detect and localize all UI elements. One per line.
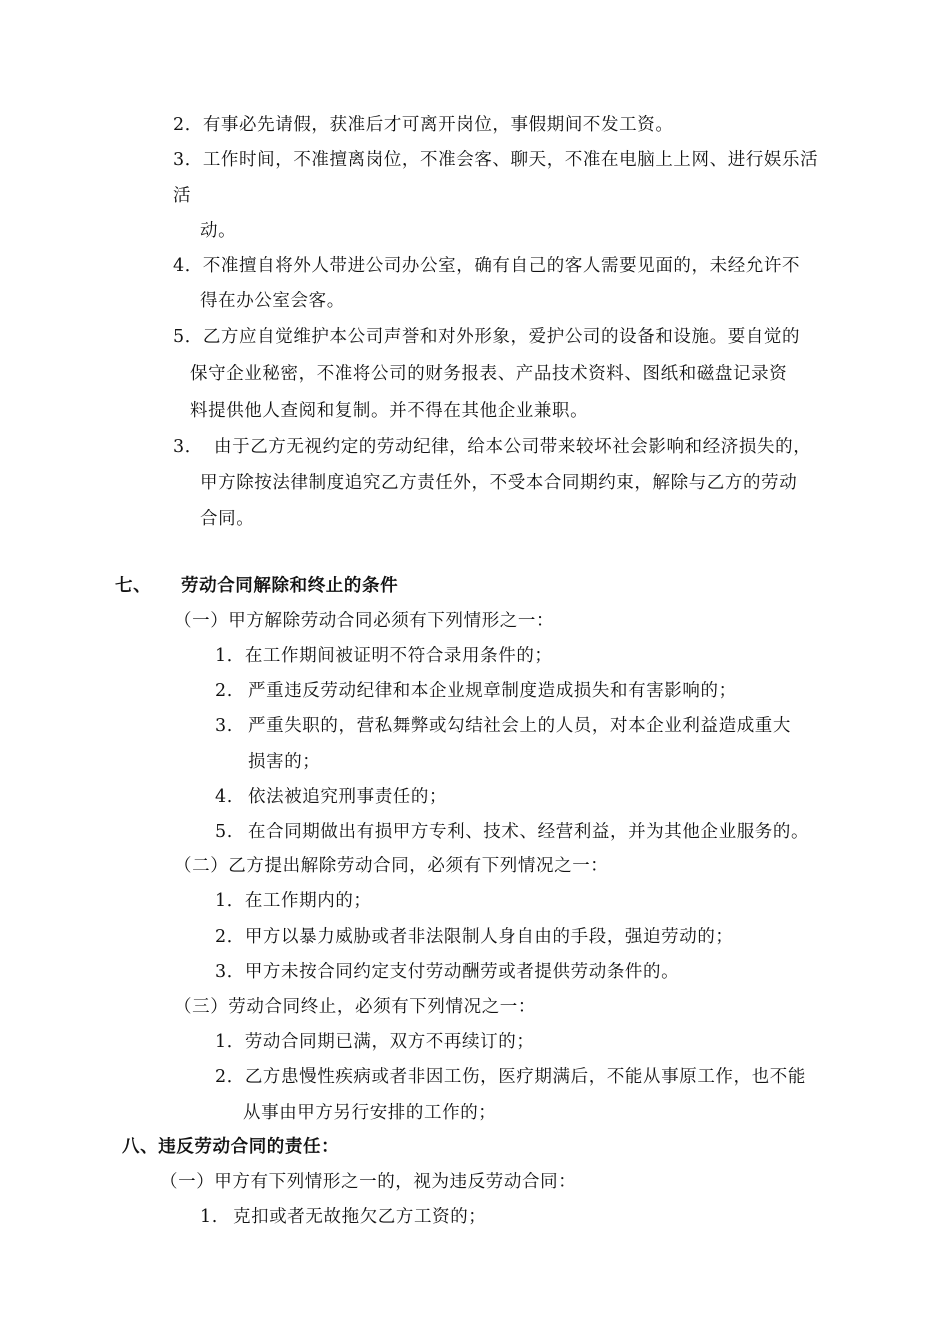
rule-6-line-3: 合同。: [200, 509, 255, 529]
section-7-sub-1-heading: （一）甲方解除劳动合同必须有下列情形之一：: [174, 611, 555, 631]
section-7-sub-1-item-3-number: 3.: [215, 716, 233, 736]
section-8-sub-1-heading: （一）甲方有下列情形之一的，视为违反劳动合同：: [160, 1172, 577, 1192]
section-8-title: 八、违反劳动合同的责任：: [122, 1137, 340, 1157]
section-7-sub-2-item-1: 1．在工作期内的；: [215, 891, 372, 911]
section-7-number: 七、: [115, 576, 152, 596]
section-7-sub-2-item-2: 2．甲方以暴力威胁或者非法限制人身自由的手段，强迫劳动的；: [215, 927, 734, 947]
section-8-sub-1-item-1-number: 1.: [200, 1207, 218, 1227]
rule-4-line-1: 4．不准擅自将外人带进公司办公室，确有自己的客人需要见面的，未经允许不: [173, 256, 801, 276]
section-7-sub-2-heading: （二）乙方提出解除劳动合同，必须有下列情况之一：: [174, 856, 609, 876]
section-7-sub-2-item-3: 3．甲方未按合同约定支付劳动酬劳或者提供劳动条件的。: [215, 962, 680, 982]
rule-6-line-2: 甲方除按法律制度追究乙方责任外，不受本合同期约束，解除与乙方的劳动: [200, 473, 798, 493]
rule-5-line-1: 5．乙方应自觉维护本公司声誉和对外形象，爱护公司的设备和设施。要自觉的: [173, 327, 801, 347]
section-7-sub-1-item-4-number: 4.: [215, 787, 233, 807]
section-7-sub-1-item-5-number: 5.: [215, 822, 233, 842]
section-7-sub-1-item-2: 严重违反劳动纪律和本企业规章制度造成损失和有害影响的；: [248, 681, 737, 701]
rule-5-line-2: 保守企业秘密，不准将公司的财务报表、产品技术资料、图纸和磁盘记录资: [190, 364, 788, 384]
section-7-sub-3-item-2-line-2: 从事由甲方另行安排的工作的；: [243, 1103, 497, 1123]
rule-5-line-3: 料提供他人查阅和复制。并不得在其他企业兼职。: [190, 401, 589, 421]
rule-6-line-1: 由于乙方无视约定的劳动纪律，给本公司带来较坏社会影响和经济损失的，: [214, 437, 812, 457]
rule-2: 2．有事必先请假，获准后才可离开岗位，事假期间不发工资。: [173, 115, 674, 135]
section-7-sub-1-item-5: 在合同期做出有损甲方专利、技术、经营利益，并为其他企业服务的。: [248, 822, 810, 842]
section-7-sub-3-item-1: 1．劳动合同期已满，双方不再续订的；: [215, 1032, 535, 1052]
rule-3-line-2: 活: [173, 186, 192, 206]
section-7-sub-1-item-3-line-2: 损害的；: [248, 752, 321, 772]
section-7-sub-3-item-2-line-1: 2．乙方患慢性疾病或者非因工伤，医疗期满后，不能从事原工作，也不能: [215, 1067, 806, 1087]
rule-4-line-2: 得在办公室会客。: [200, 291, 345, 311]
section-7-sub-1-item-2-number: 2.: [215, 681, 233, 701]
rule-3-line-3: 动。: [200, 221, 237, 241]
section-7-title: 劳动合同解除和终止的条件: [181, 576, 399, 596]
section-8-sub-1-item-1: 克扣或者无故拖欠乙方工资的；: [233, 1207, 487, 1227]
section-7-sub-1-item-3-line-1: 严重失职的，营私舞弊或勾结社会上的人员，对本企业利益造成重大: [248, 716, 791, 736]
rule-3-line-1: 3．工作时间，不准擅离岗位，不准会客、聊天，不准在电脑上上网、进行娱乐活: [173, 150, 819, 170]
rule-6-number: 3．: [173, 437, 203, 457]
section-7-sub-1-item-1: 1．在工作期间被证明不符合录用条件的；: [215, 646, 553, 666]
section-7-sub-3-heading: （三）劳动合同终止，必须有下列情况之一：: [174, 997, 536, 1017]
section-7-sub-1-item-4: 依法被追究刑事责任的；: [248, 787, 448, 807]
